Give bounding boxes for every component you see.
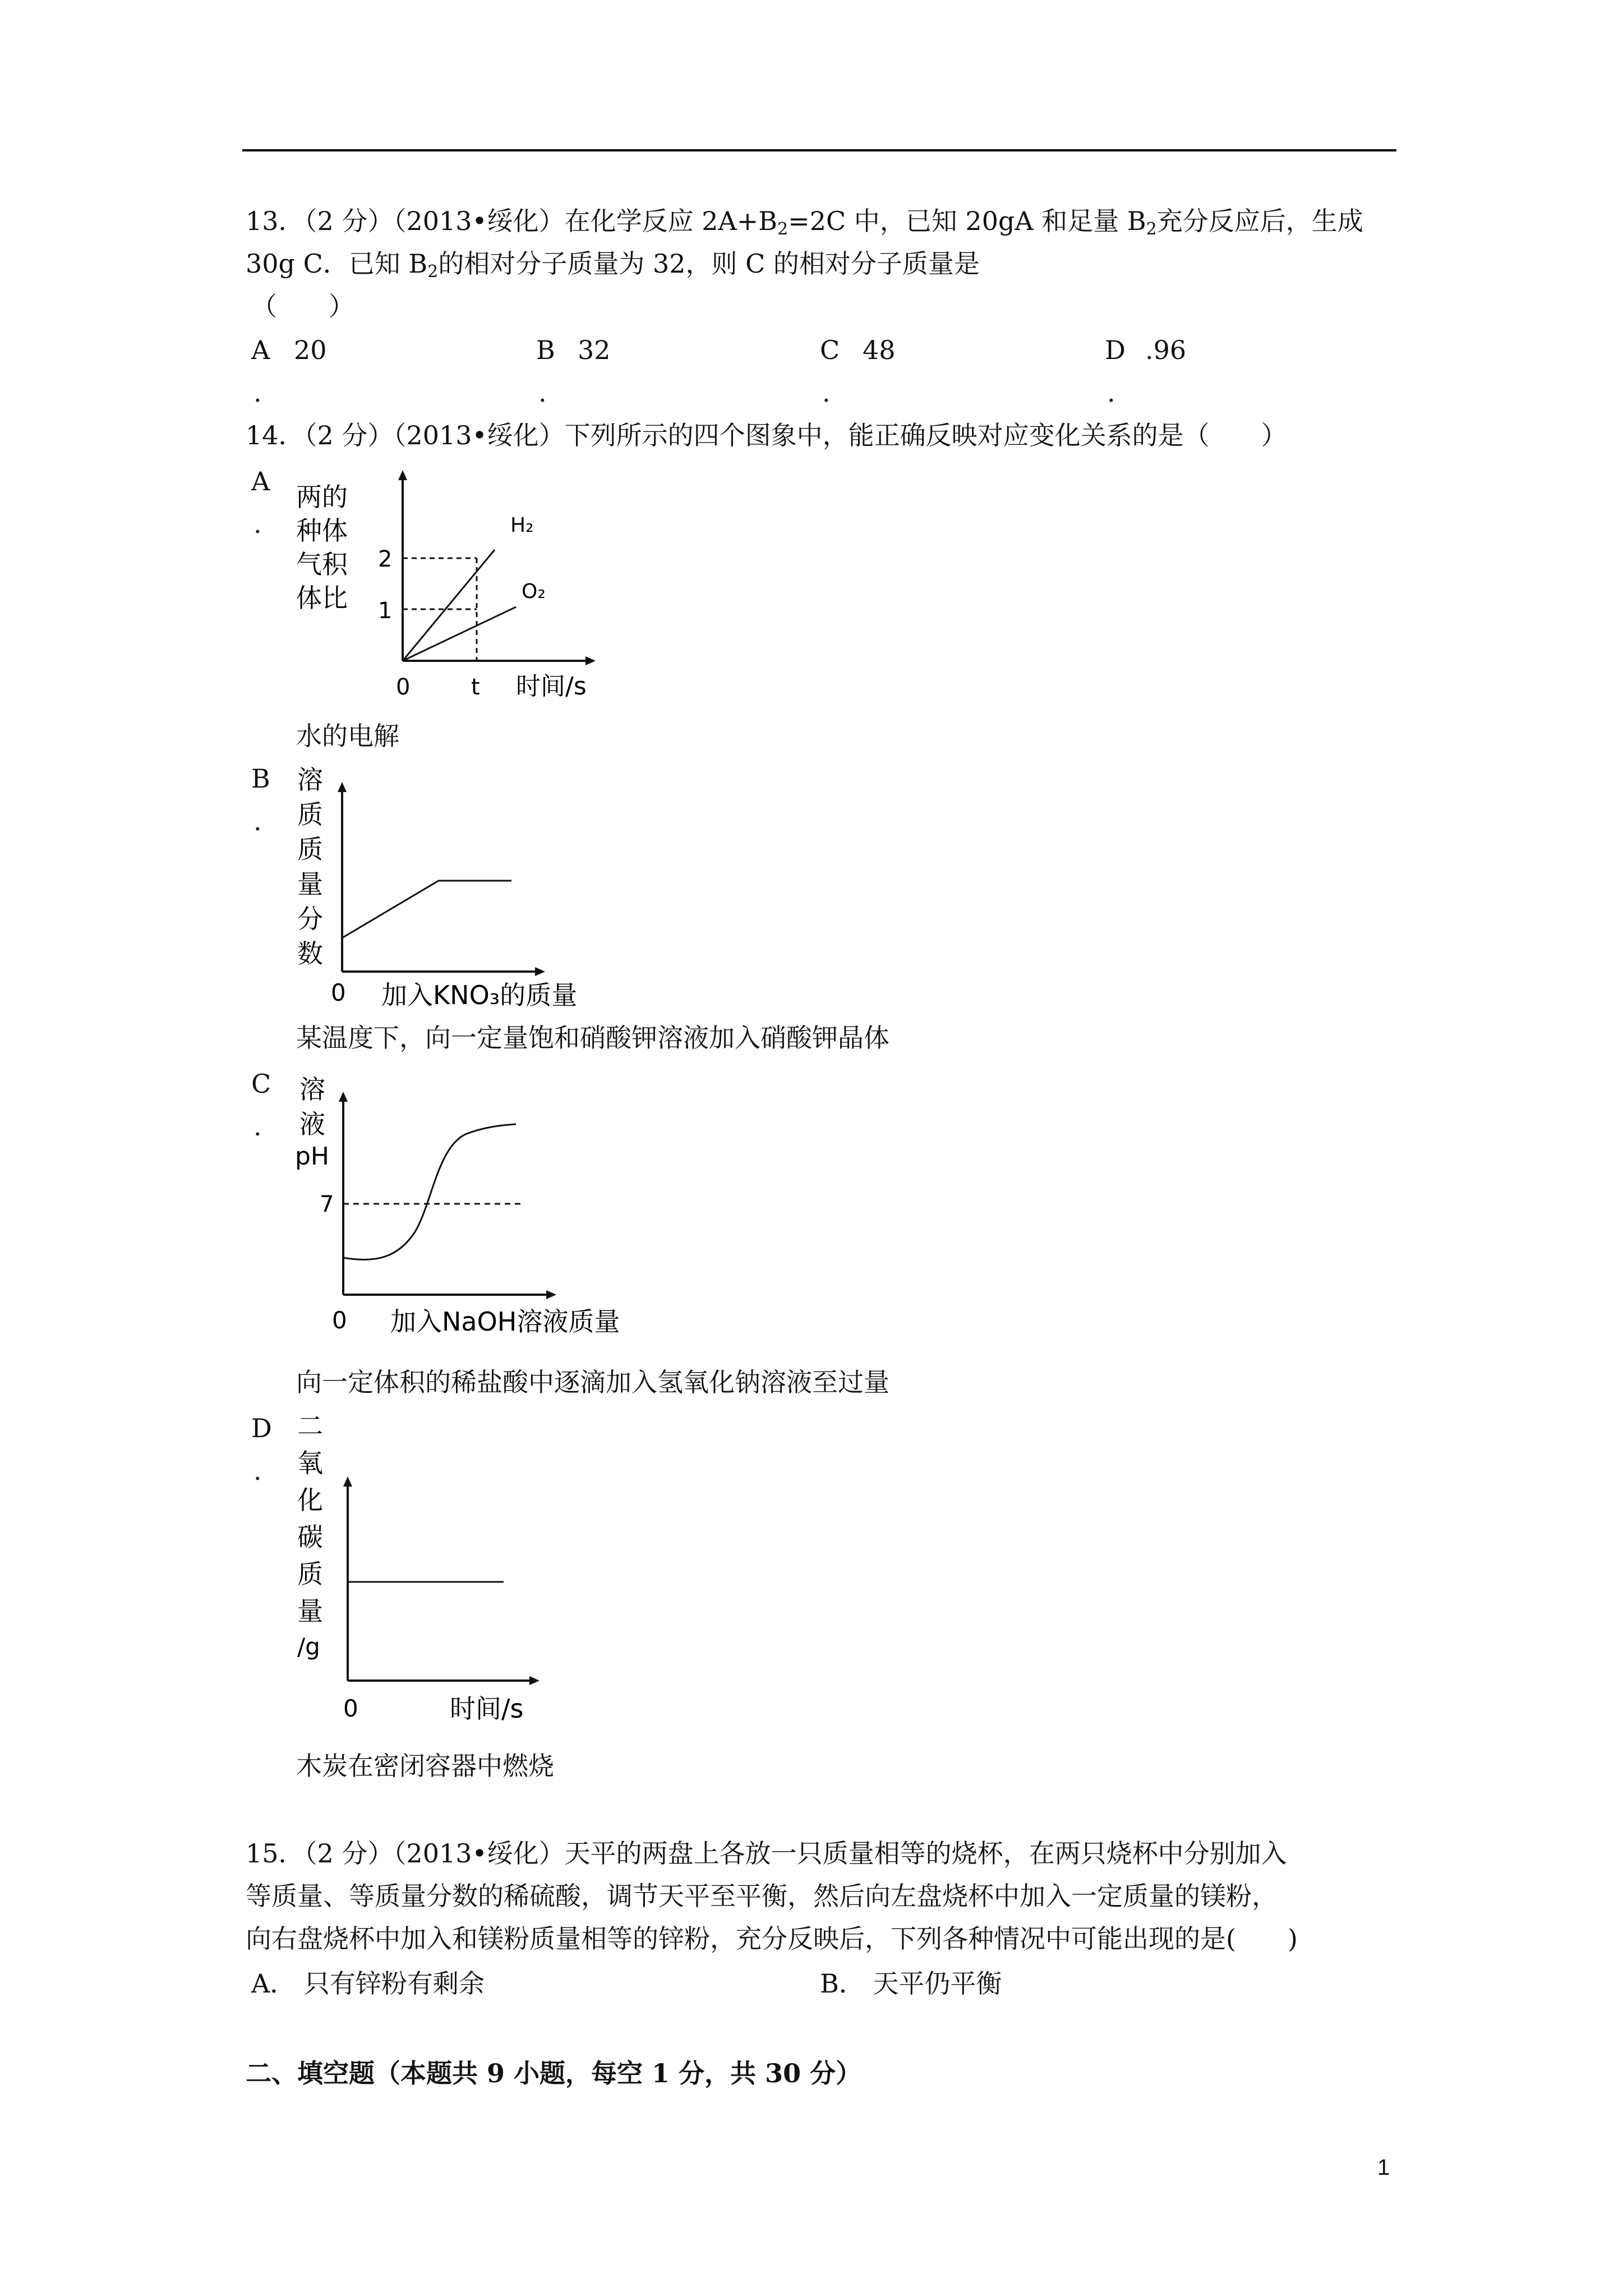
q13-option-d-value: .96 [1145, 335, 1187, 365]
q14-option-c-dot: . [253, 1111, 262, 1142]
chart-a-x-arrow [585, 656, 596, 665]
q13-answer-paren: （ ） [251, 291, 354, 321]
chart-a-ytick-2: 2 [378, 546, 393, 572]
chart-c-x-arrow [546, 1290, 556, 1299]
chart-c-y-arrow [339, 1092, 348, 1102]
chart-c-xlabel: 加入NaOH溶液质量 [390, 1306, 620, 1337]
chart-d-origin: 0 [343, 1695, 358, 1722]
chart-b-series-line [342, 881, 511, 938]
q14-option-a-letter: A [251, 466, 270, 496]
q14-option-d-caption: 木炭在密闭容器中燃烧 [296, 1751, 554, 1781]
chart-d-ylabel-1: 二 [297, 1411, 323, 1441]
q13-line1: 13．（2 分）（2013•绥化）在化学反应 $2A+B_2=2C$ 中，已知 20gA 和足量 $B_2$充分反应后，生成 [246, 206, 1363, 239]
chart-b-kno3 [292, 760, 606, 1018]
q13-option-c-dot: . [822, 378, 831, 408]
chart-a-xtick-t: t [471, 674, 480, 700]
chart-c-ph [292, 1069, 673, 1350]
chart-c-ytick-7: 7 [320, 1191, 334, 1217]
chart-a-series-label-o2: O₂ [522, 580, 546, 603]
chart-c-ylabel-2: 液 [299, 1109, 325, 1139]
chart-a-ylabel-3: 气积 [296, 549, 348, 579]
chart-b-ylabel-1: 溶 [297, 765, 323, 795]
q14-option-b-letter: B [251, 763, 270, 794]
q13-option-c-letter: C [820, 335, 840, 365]
chart-d-ylabel-2: 氧 [297, 1448, 323, 1478]
chart-d-xlabel: 时间/s [450, 1694, 524, 1724]
chart-a-series-label-h2: H₂ [510, 514, 534, 537]
q13-option-b-letter: B [536, 335, 555, 365]
q14-option-c-letter: C [251, 1069, 271, 1099]
q15-option-b: B． 天平仍平衡 [820, 1968, 1002, 1999]
section-2-heading: 二、填空题（本题共 9 小题，每空 1 分，共 30 分） [246, 2058, 862, 2088]
q14-option-b-caption: 某温度下，向一定量饱和硝酸钾溶液加入硝酸钾晶体 [296, 1023, 889, 1053]
q13-option-a-value: 20 [294, 335, 327, 365]
chart-b-ylabel-2: 质 [297, 799, 323, 830]
q13-option-a-dot: . [253, 378, 262, 408]
q14-stem: 14．（2 分）（2013•绥化）下列所示的四个图象中，能正确反映对应变化关系的是（ ） [246, 420, 1287, 450]
chart-d-x-arrow [529, 1676, 540, 1685]
chart-b-ylabel-4: 量 [297, 869, 323, 899]
chart-a-ytick-1: 1 [378, 598, 393, 624]
chart-a-xlabel: 时间/s [516, 672, 587, 701]
page-number: 1 [1377, 2155, 1390, 2180]
chart-b-y-arrow [338, 782, 347, 792]
q14-option-b-dot: . [253, 806, 262, 836]
chart-a-ylabel-2: 种体 [296, 516, 348, 546]
q14-option-a-caption: 水的电解 [296, 721, 399, 751]
chart-d-ylabel-4: 碳 [297, 1522, 323, 1552]
q14-option-a-dot: . [253, 509, 262, 539]
chart-d-y-arrow [343, 1476, 352, 1487]
q15-line2: 等质量、等质量分数的稀硫酸，调节天平至平衡，然后向左盘烧杯中加入一定质量的镁粉， [246, 1881, 1278, 1911]
chart-d-ylabel-6: 量 [297, 1596, 323, 1626]
chart-b-ylabel-5: 分 [297, 904, 323, 934]
q13-option-b-value: 32 [578, 335, 611, 365]
chart-d-ylabel-3: 化 [297, 1485, 323, 1515]
q13-option-d-letter: D [1105, 335, 1126, 365]
chart-b-x-arrow [535, 967, 545, 976]
q14-option-d-dot: . [253, 1456, 262, 1486]
chart-a-series-o2 [403, 607, 516, 661]
q14-option-d-letter: D [251, 1413, 272, 1443]
chart-c-origin: 0 [332, 1306, 347, 1334]
chart-c-ylabel-1: 溶 [299, 1074, 325, 1105]
chart-a-series-h2 [403, 550, 495, 661]
q13-line2: 30g C．已知 $B_2$的相对分子质量为 32，则 C 的相对分子质量是 [246, 249, 980, 282]
chart-a-electrolysis [292, 466, 606, 712]
chart-d-ylabel-7: /g [297, 1633, 320, 1660]
chart-a-y-arrow [398, 470, 407, 480]
q15-line3: 向右盘烧杯中加入和镁粉质量相等的锌粉，充分反映后，下列各种情况中可能出现的是( ) [246, 1924, 1298, 1954]
chart-c-ylabel-3: pH [295, 1142, 330, 1171]
q13-option-b-dot: . [538, 378, 547, 408]
q14-option-c-caption: 向一定体积的稀盐酸中逐滴加入氢氧化钠溶液至过量 [296, 1367, 889, 1397]
header-rule [242, 149, 1396, 151]
q15-line1: 15．（2 分）（2013•绥化）天平的两盘上各放一只质量相等的烧杯，在两只烧杯中分别加入 [246, 1838, 1287, 1869]
q13-option-a-letter: A [251, 335, 270, 365]
chart-b-ylabel-6: 数 [297, 938, 323, 969]
chart-a-ylabel-4: 体比 [296, 583, 348, 613]
chart-b-origin: 0 [331, 979, 346, 1006]
q13-option-d-dot: . [1107, 378, 1115, 408]
chart-c-series-curve [343, 1124, 516, 1260]
chart-a-origin: 0 [396, 674, 411, 700]
q15-option-a: A． 只有锌粉有剩余 [251, 1968, 485, 1999]
chart-d-co2 [292, 1409, 606, 1734]
chart-a-ylabel-1: 两的 [296, 482, 348, 512]
chart-b-ylabel-3: 质 [297, 834, 323, 864]
q13-option-c-value: 48 [863, 335, 896, 365]
chart-b-xlabel: 加入KNO₃的质量 [381, 980, 578, 1010]
chart-d-ylabel-5: 质 [297, 1559, 323, 1589]
